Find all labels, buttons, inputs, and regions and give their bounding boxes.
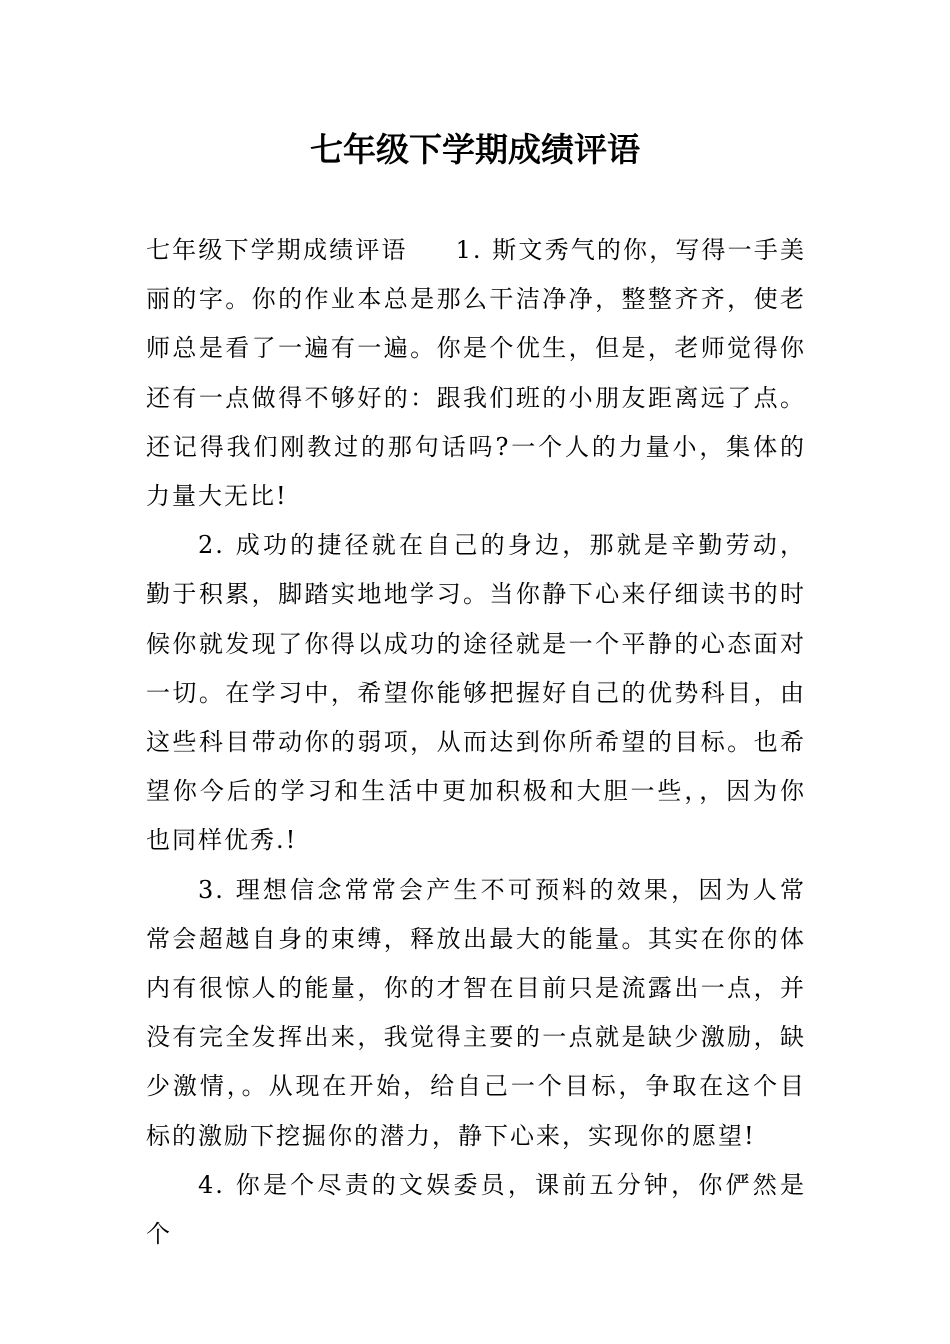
paragraph-1-text: 1. 斯文秀气的你，写得一手美丽的字。你的作业本总是那么干洁净净，整整齐齐，使老师总是看了一遍有一遍。你是个优生，但是，老师觉得你还有一点做得不够好的：跟我们班的小朋友距离远了点。还记得我们刚教过的那句话吗?一个人的力量小，集体的力量大无比! (146, 236, 806, 511)
document-body (146, 226, 806, 1259)
lead-heading: 七年级下学期成绩评语 (146, 236, 408, 264)
document-title: 七年级下学期成绩评语 (310, 130, 640, 169)
paragraph-3: 3. 理想信念常常会产生不可预料的效果，因为人常常会超越自身的束缚，释放出最大的能量。其实在你的体内有很惊人的能量，你的才智在目前只是流露出一点，并没有完全发挥出来，我觉得主要的一点就是缺少激励，缺少激情，。从现在开始，给自己一个目标，争取在这个目标的激励下挖掘你的潜力，静下心来，实现你的愿望! (146, 875, 806, 1150)
paragraph-4: 4. 你是个尽责的文娱委员，课前五分钟，你俨然是个 (146, 1170, 806, 1249)
paragraph-1 (146, 226, 806, 521)
paragraph-2: 2. 成功的捷径就在自己的身边，那就是辛勤劳动，勤于积累，脚踏实地地学习。当你静下心来仔细读书的时候你就发现了你得以成功的途径就是一个平静的心态面对一切。在学习中，希望你能够把握好自己的优势科目，由这些科目带动你的弱项，从而达到你所希望的目标。也希望你今后的学习和生活中更加积极和大胆一些，，因为你也同样优秀.! (146, 531, 806, 855)
